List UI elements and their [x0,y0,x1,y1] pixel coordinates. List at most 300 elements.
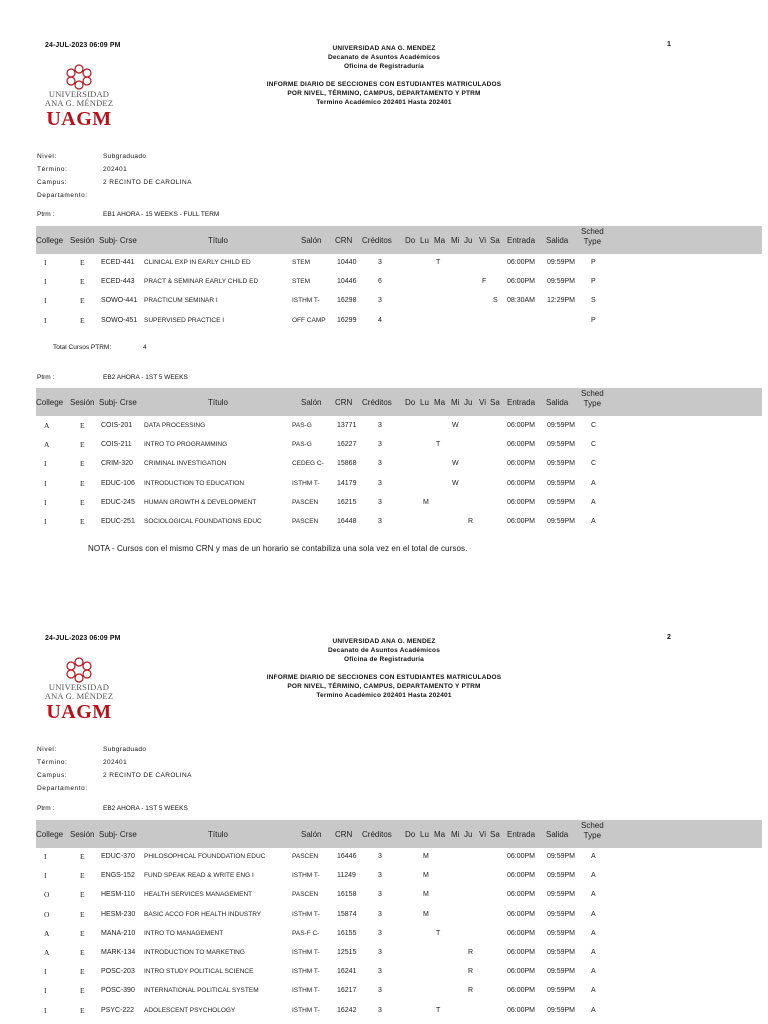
row-start-time: 06:00PM [507,968,536,975]
campus-value: 2 RECINTO DE CAROLINA [103,772,192,779]
row-college: O [44,910,50,919]
row-day-monday: M [423,911,429,918]
col-header-crn: CRN [335,398,353,407]
col-header-subj: Subj- Crse [99,236,137,245]
campus-value: 2 RECINTO DE CAROLINA [103,179,192,186]
row-credits: 3 [378,480,382,487]
row-crn: 10440 [337,259,357,266]
col-header-salon: Salón [301,398,322,407]
row-room: ISTHM T- [292,480,320,487]
col-header-salida: Salida [546,398,569,407]
termino-value: 202401 [103,166,128,173]
table-row [36,475,762,494]
col-header-type: Type [583,831,602,840]
row-credits: 3 [378,987,382,994]
row-day-tuesday: T [436,259,441,266]
row-schedule-type: S [591,297,596,304]
col-header-creditos: Créditos [362,830,392,839]
row-subject-course: POSC-203 [101,968,135,975]
uagm-logo [44,657,114,723]
row-college: A [44,948,50,957]
ptrm-label: Ptrm : [37,805,55,812]
row-title: INTRO TO PROGRAMMING [144,441,228,448]
row-session: E [80,1006,85,1015]
row-title: INTRODUCTION TO EDUCATION [144,480,245,487]
row-credits: 3 [378,1007,382,1014]
row-title: INTERNATIONAL POLITICAL SYSTEM [144,987,259,994]
row-college: I [44,967,47,976]
row-end-time: 12:29PM [547,297,576,304]
logo-line-1: UNIVERSIDAD [48,89,110,99]
col-header-sesion: Sesión [70,236,95,245]
row-day-thursday: R [468,518,474,525]
row-schedule-type: A [591,480,596,487]
col-header-vi: Vi [479,236,486,245]
ptrm-value: EB2 AHORA - 1ST 5 WEEKS [103,374,188,381]
row-end-time: 09:59PM [547,441,576,448]
row-day-wednesday: W [452,422,459,429]
row-schedule-type: A [591,911,596,918]
col-header-salon: Salón [301,830,322,839]
row-day-monday: M [423,853,429,860]
row-end-time: 09:59PM [547,422,576,429]
row-crn: 11249 [337,872,356,879]
row-end-time: 09:59PM [547,949,576,956]
row-crn: 15874 [337,911,357,918]
col-header-sched: Sched [581,821,604,830]
col-header-crn: CRN [335,830,353,839]
table-row [36,867,762,886]
col-header-ju: Ju [464,236,473,245]
row-crn: 15868 [337,460,357,467]
row-credits: 3 [378,930,382,937]
row-room: STEM [292,259,311,266]
logo-line-1: UNIVERSIDAD [48,682,110,692]
row-room: ISTHM T- [292,987,320,994]
row-room: PASCEN [292,518,319,525]
row-start-time: 06:00PM [507,911,536,918]
table-row [36,292,762,311]
row-subject-course: SOWO-451 [101,317,138,324]
nivel-value: Subgraduado [103,153,147,160]
row-schedule-type: C [591,422,597,429]
row-college: I [44,479,47,488]
row-schedule-type: A [591,891,596,898]
row-start-time: 06:00PM [507,499,536,506]
row-title: CLINICAL EXP IN EARLY CHILD ED [144,259,251,266]
row-credits: 3 [378,872,382,879]
col-header-titulo: Título [208,236,229,245]
table-row [36,312,762,331]
row-start-time: 06:00PM [507,460,536,467]
row-room: CEDEG C- [292,460,324,467]
row-credits: 3 [378,499,382,506]
row-day-tuesday: T [436,441,441,448]
row-subject-course: HESM-110 [101,891,135,898]
row-title: BASIC ACCO FOR HEALTH INDUSTRY [144,911,262,918]
row-session: E [80,852,85,861]
row-room: OFF CAMP [292,317,326,324]
row-subject-course: ECED-443 [101,278,135,285]
logo-wordmark: UAGM [46,108,112,130]
ptrm-label: Ptrm : [37,374,55,381]
row-schedule-type: A [591,930,596,937]
col-header-salida: Salida [546,236,569,245]
row-room: ISTHM T- [292,911,320,918]
table-row [36,513,762,532]
report-subtitle: POR NIVEL, TÉRMINO, CAMPUS, DEPARTAMENTO Y PTRM [287,683,481,690]
row-day-monday: M [423,872,429,879]
col-header-titulo: Título [208,830,229,839]
col-header-titulo: Título [208,398,229,407]
row-session: E [80,498,85,507]
row-session: E [80,296,85,305]
table-row [36,848,762,867]
row-credits: 3 [378,891,382,898]
row-session: E [80,910,85,919]
row-session: E [80,440,85,449]
row-schedule-type: A [591,1007,596,1014]
row-session: E [80,871,85,880]
row-session: E [80,986,85,995]
col-header-subj: Subj- Crse [99,830,137,839]
row-room: ISTHM T- [292,872,320,879]
report-term-range: Termino Académico 202401 Hasta 202401 [316,99,452,106]
row-title: FUND SPEAK READ & WRITE ENG I [144,872,254,879]
row-subject-course: ENGS-152 [101,872,135,879]
row-room: ISTHM T- [292,297,320,304]
row-start-time: 06:00PM [507,930,536,937]
page-number: 1 [667,41,671,48]
row-title: PRACT & SEMINAR EARLY CHILD ED [144,278,259,285]
col-header-lu: Lu [420,398,429,407]
row-subject-course: EDUC-245 [101,499,135,506]
table-row [36,925,762,944]
row-end-time: 09:59PM [547,278,576,285]
table-row [36,1002,762,1021]
row-crn: 16155 [337,930,357,937]
deanship-name: Decanato de Asuntos Académicos [327,54,441,61]
row-subject-course: EDUC-370 [101,853,135,860]
row-end-time: 09:59PM [547,499,576,506]
col-header-sa: Sa [490,398,500,407]
col-header-type: Type [583,399,602,408]
row-room: PAS-G [292,422,312,429]
row-session: E [80,421,85,430]
col-header-type: Type [583,237,602,246]
report-header [200,44,568,107]
col-header-ma: Ma [434,236,446,245]
report-note: NOTA - Cursos con el mismo CRN y mas de un horario se contabiliza una sola vez en el total de cursos. [88,544,468,553]
total-value: 4 [142,344,147,351]
page-number: 2 [667,634,671,641]
departamento-label: Departamento: [37,785,88,792]
logo-line-2: ANA G. MÉNDEZ [44,691,114,701]
row-subject-course: EDUC-106 [101,480,135,487]
table-row [36,455,762,474]
col-header-entrada: Entrada [507,398,536,407]
row-start-time: 06:00PM [507,853,536,860]
col-header-college: College [36,830,64,839]
row-title: ADOLESCENT PSYCHOLOGY [144,1007,236,1014]
campus-label: Campus: [37,772,68,779]
row-schedule-type: A [591,987,596,994]
row-start-time: 06:00PM [507,872,536,879]
row-college: I [44,316,47,325]
row-credits: 4 [378,317,382,324]
row-end-time: 09:59PM [547,911,576,918]
col-header-sched: Sched [581,227,604,236]
row-session: E [80,479,85,488]
row-start-time: 08:30AM [507,297,536,304]
row-crn: 13771 [337,422,357,429]
row-session: E [80,890,85,899]
row-room: ISTHM T- [292,949,320,956]
row-title: SOCIOLOGICAL FOUNDATIONS EDUC [144,518,262,525]
row-title: PHILOSOPHICAL FOUNDDATION EDUC [144,853,266,860]
row-session: E [80,459,85,468]
row-credits: 3 [378,968,382,975]
row-subject-course: COIS-201 [101,422,133,429]
row-room: ISTHM T- [292,968,320,975]
row-day-tuesday: T [436,930,441,937]
row-subject-course: ECED-441 [101,259,135,266]
row-college: I [44,258,47,267]
row-day-saturday: S [493,297,498,304]
row-session: E [80,929,85,938]
row-college: I [44,852,47,861]
row-session: E [80,948,85,957]
row-end-time: 09:59PM [547,891,576,898]
departamento-label: Departamento: [37,192,88,199]
report-page [0,600,768,1024]
row-schedule-type: A [591,872,596,879]
col-header-mi: Mi [451,236,460,245]
row-credits: 3 [378,259,382,266]
row-subject-course: SOWO-441 [101,297,138,304]
row-credits: 3 [378,297,382,304]
row-session: E [80,277,85,286]
row-day-wednesday: W [452,480,459,487]
row-schedule-type: C [591,441,597,448]
col-header-subj: Subj- Crse [99,398,137,407]
row-title: DATA PROCESSING [144,422,206,429]
termino-label: Término: [37,166,68,173]
row-title: INTRO TO MANAGEMENT [144,930,224,937]
row-room: PAS-F C- [292,930,320,937]
col-header-sched: Sched [581,389,604,398]
row-end-time: 09:59PM [547,872,576,879]
row-day-monday: M [423,499,429,506]
col-header-ma: Ma [434,830,446,839]
report-timestamp: 24-JUL-2023 06:09 PM [45,42,121,49]
col-header-crn: CRN [335,236,353,245]
table-row [36,963,762,982]
row-crn: 16215 [337,499,357,506]
row-crn: 16298 [337,297,357,304]
row-schedule-type: A [591,968,596,975]
row-crn: 16217 [337,987,357,994]
col-header-do: Do [405,236,416,245]
table-header [36,820,762,848]
row-session: E [80,316,85,325]
col-header-vi: Vi [479,398,486,407]
row-day-wednesday: W [452,460,459,467]
row-college: A [44,421,50,430]
row-session: E [80,967,85,976]
row-room: ISTHM T- [292,1007,320,1014]
row-credits: 6 [378,278,382,285]
row-credits: 3 [378,518,382,525]
row-subject-course: POSC-390 [101,987,135,994]
row-start-time: 06:00PM [507,278,536,285]
col-header-lu: Lu [420,236,429,245]
row-subject-course: MARK-134 [101,949,136,956]
row-day-thursday: R [468,968,474,975]
table-row [36,886,762,905]
row-room: STEM [292,278,311,285]
row-college: I [44,517,47,526]
report-subtitle: POR NIVEL, TÉRMINO, CAMPUS, DEPARTAMENTO Y PTRM [287,90,481,97]
col-header-sched-type [581,389,604,409]
col-header-college: College [36,398,64,407]
row-title: HUMAN GROWTH & DEVELOPMENT [144,499,257,506]
table-header [36,226,762,254]
row-college: I [44,986,47,995]
col-header-college: College [36,236,64,245]
col-header-lu: Lu [420,830,429,839]
report-timestamp: 24-JUL-2023 06:09 PM [45,635,121,642]
row-day-tuesday: T [436,1007,441,1014]
row-college: A [44,929,50,938]
col-header-entrada: Entrada [507,236,536,245]
col-header-sa: Sa [490,830,500,839]
table-row [36,417,762,436]
row-schedule-type: A [591,499,596,506]
row-credits: 3 [378,441,382,448]
ptrm-value: EB2 AHORA - 1ST 5 WEEKS [103,805,188,812]
row-day-friday: F [482,278,487,285]
deanship-name: Decanato de Asuntos Académicos [327,647,441,654]
table-header [36,388,762,416]
row-schedule-type: P [591,317,596,324]
row-end-time: 09:59PM [547,987,576,994]
row-end-time: 09:59PM [547,853,576,860]
col-header-entrada: Entrada [507,830,536,839]
row-credits: 3 [378,949,382,956]
row-credits: 3 [378,422,382,429]
seal-icon [65,657,93,683]
office-name: Oficina de Registraduría [344,656,424,663]
row-subject-course: EDUC-251 [101,518,135,525]
row-start-time: 06:00PM [507,441,536,448]
row-day-monday: M [423,891,429,898]
row-crn: 16242 [337,1007,357,1014]
row-subject-course: COIS-211 [101,441,132,448]
col-header-ju: Ju [464,830,473,839]
table-row [36,273,762,292]
col-header-sa: Sa [490,236,500,245]
table-row [36,494,762,513]
row-day-thursday: R [468,987,474,994]
report-header [200,637,568,700]
row-day-thursday: R [468,949,474,956]
col-header-sesion: Sesión [70,398,95,407]
row-crn: 16299 [337,317,357,324]
col-header-do: Do [405,830,416,839]
table-row [36,254,762,273]
row-subject-course: MANA-210 [101,930,136,937]
col-header-ju: Ju [464,398,473,407]
row-title: PRACTICUM SEMINAR I [144,297,218,304]
col-header-sched-type [581,227,604,247]
row-college: I [44,296,47,305]
row-room: PAS-G [292,441,312,448]
row-title: INTRODUCTION TO MARKETING [144,949,245,956]
row-end-time: 09:59PM [547,1007,576,1014]
row-start-time: 06:00PM [507,1007,536,1014]
row-session: E [80,258,85,267]
university-name: UNIVERSIDAD ANA G. MENDEZ [332,45,436,52]
col-header-salida: Salida [546,830,569,839]
row-start-time: 06:00PM [507,259,536,266]
table-row [36,944,762,963]
row-college: O [44,890,50,899]
table-row [36,436,762,455]
campus-label: Campus: [37,179,68,186]
row-title: SUPERVISED PRACTICE I [144,317,225,324]
row-title: HEALTH SERVICES MANAGEMENT [144,891,253,898]
row-credits: 3 [378,460,382,467]
row-start-time: 06:00PM [507,987,536,994]
row-session: E [80,517,85,526]
row-crn: 16448 [337,518,357,525]
nivel-label: Nivel: [37,153,57,160]
row-college: I [44,459,47,468]
table-row [36,906,762,925]
office-name: Oficina de Registraduría [344,63,424,70]
row-end-time: 09:59PM [547,460,576,467]
ptrm-label: Ptrm : [37,211,55,218]
row-crn: 16241 [337,968,357,975]
row-college: I [44,277,47,286]
row-end-time: 09:59PM [547,480,576,487]
row-schedule-type: A [591,949,596,956]
row-subject-course: CRIM-320 [101,460,133,467]
row-crn: 16227 [337,441,357,448]
row-start-time: 06:00PM [507,949,536,956]
row-college: A [44,440,50,449]
row-subject-course: PSYC-222 [101,1007,135,1014]
logo-wordmark: UAGM [46,701,112,723]
col-header-salon: Salón [301,236,322,245]
row-title: CRIMINAL INVESTIGATION [144,460,227,467]
row-room: PASCEN [292,499,319,506]
row-crn: 16446 [337,853,357,860]
row-schedule-type: C [591,460,597,467]
row-crn: 16158 [337,891,357,898]
total-courses [53,344,147,351]
total-label: Total Cursos PTRM: [53,344,112,351]
row-schedule-type: A [591,853,596,860]
report-title: INFORME DIARIO DE SECCIONES CON ESTUDIANTES MATRICULADOS [266,674,502,681]
termino-value: 202401 [103,759,128,766]
row-title: INTRO STUDY POLITICAL SCIENCE [144,968,254,975]
row-end-time: 09:59PM [547,930,576,937]
nivel-label: Nivel: [37,746,57,753]
uagm-logo [44,64,114,130]
row-schedule-type: P [591,259,596,266]
